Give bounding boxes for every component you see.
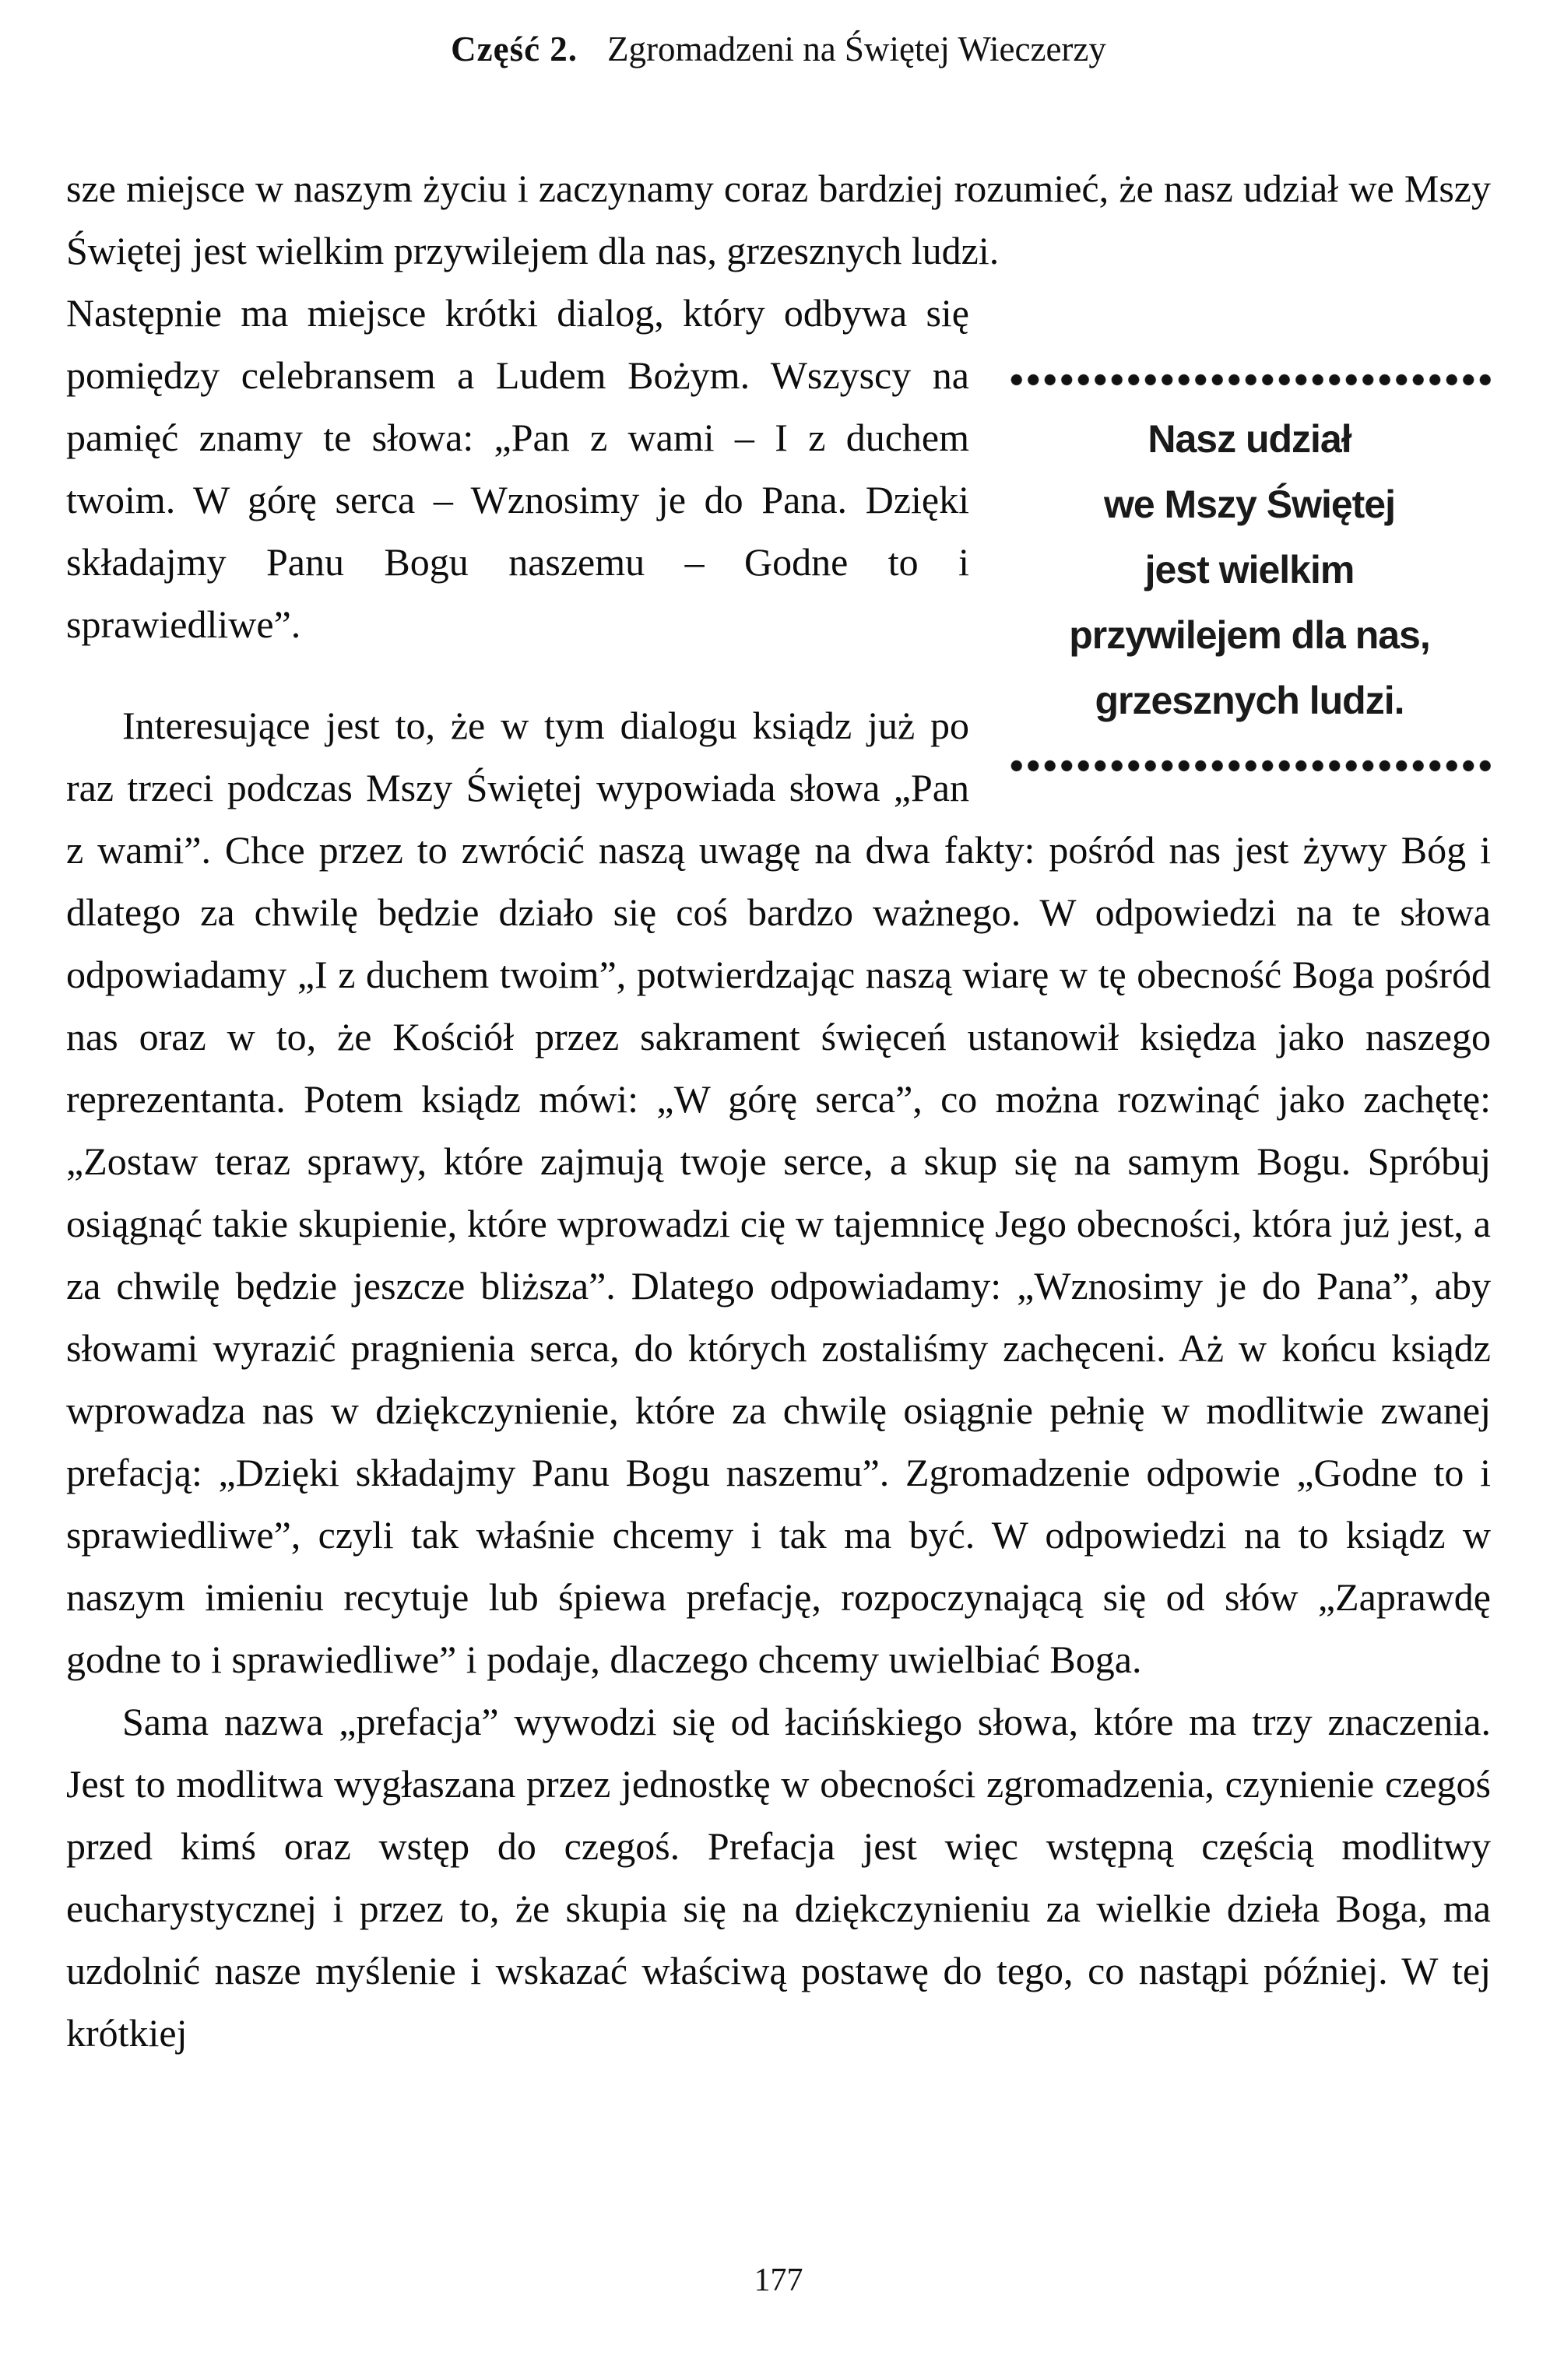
paragraph-2-text: Następnie ma miejsce krótki dialog, który odbywa się pomiędzy celebransem a Ludem Bożym. Wszyscy na pamięć znamy te słowa: „Pan z wami – I z duchem twoim. W górę serca – Wznosimy je do Pana. Dzięki składajmy Panu Bogu naszemu – Godne to i sprawiedliwe”. bbox=[66, 291, 969, 646]
pull-quote-text bbox=[1008, 386, 1491, 760]
pull-quote-line-2: we Mszy Świętej bbox=[1103, 483, 1396, 526]
page-number: 177 bbox=[754, 2262, 803, 2298]
dotted-divider-top bbox=[1008, 374, 1491, 386]
paragraph-4 bbox=[66, 1690, 1491, 2064]
part-label: Część 2. bbox=[451, 30, 578, 68]
paragraph-1-text: sze miejsce w naszym życiu i zaczynamy coraz bardziej rozumieć, że nasz udział we Mszy Świętej jest wielkim przywilejem dla nas, grzesznych ludzi. bbox=[66, 167, 1491, 272]
paragraph-4-text: Sama nazwa „prefacja” wywodzi się od łacińskiego słowa, które ma trzy znaczenia. Jest to modlitwa wygłaszana przez jednostkę w obecności zgromadzenia, czynienie czegoś przed kimś oraz wstęp do czegoś. Prefacja jest więc wstępną częścią modlitwy eucharystycznej i przez to, że skupia się na dziękczynieniu za wielkie dzieła Boga, ma uzdolnić nasze myślenie i wskazać właściwą postawę do tego, co nastąpi później. W tej krótkiej bbox=[66, 1700, 1491, 2055]
chapter-title: Zgromadzeni na Świętej Wieczerzy bbox=[607, 30, 1106, 68]
paragraph-3 bbox=[66, 694, 1491, 1690]
page-body bbox=[66, 157, 1491, 2064]
pull-quote bbox=[1008, 374, 1491, 772]
pull-quote-line-3: jest wielkim bbox=[1144, 548, 1355, 591]
paragraph-1 bbox=[66, 157, 1491, 282]
paragraph-3-text: Interesujące jest to, że w tym dialogu ksiądz już po raz trzeci podczas Mszy Świętej wypowiada słowa „Pan z wami”. Chce przez to zwrócić naszą uwagę na dwa fakty: pośród nas jest żywy Bóg i dlatego za chwilę będzie działo się coś bardzo ważnego. W odpowiedzi na te słowa odpowiadamy „I z duchem twoim”, potwierdzając naszą wiarę w tę obecność Boga pośród nas oraz w to, że Kościół przez sakrament święceń ustanowił księdza jako naszego reprezentanta. Potem ksiądz mówi: „W górę serca”, co można rozwinąć jako zachętę: „Zostaw teraz sprawy, które zajmują twoje serce, a skup się na samym Bogu. Spróbuj osiągnąć takie skupienie, które wprowadzi cię w tajemnicę Jego obecności, która już jest, a za chwilę będzie jeszcze bliższa”. Dlatego odpowiadamy: „Wznosimy je do Pana”, aby słowami wyrazić pragnienia serca, do których zostaliśmy zachęceni. Aż w końcu ksiądz wprowadza nas w dziękczynienie, które za chwilę osiągnie pełnię w modlitwie zwanej prefacją: „Dzięki składajmy Panu Bogu naszemu”. Zgromadzenie odpowie „Godne to i sprawiedliwe”, czyli tak właśnie chcemy i tak ma być. W odpowiedzi na to ksiądz w naszym imieniu recytuje lub śpiewa prefację, rozpoczynającą się od słów „Zaprawdę godne to i sprawiedliwe” i podaje, dlaczego chcemy uwielbiać Boga. bbox=[66, 704, 1491, 1681]
pull-quote-line-5: grzesznych ludzi. bbox=[1095, 679, 1404, 722]
pull-quote-line-4: przywilejem dla nas, bbox=[1069, 613, 1430, 657]
page-header bbox=[0, 0, 1557, 70]
dotted-divider-bottom bbox=[1008, 760, 1491, 772]
pull-quote-line-1: Nasz udział bbox=[1148, 417, 1351, 461]
